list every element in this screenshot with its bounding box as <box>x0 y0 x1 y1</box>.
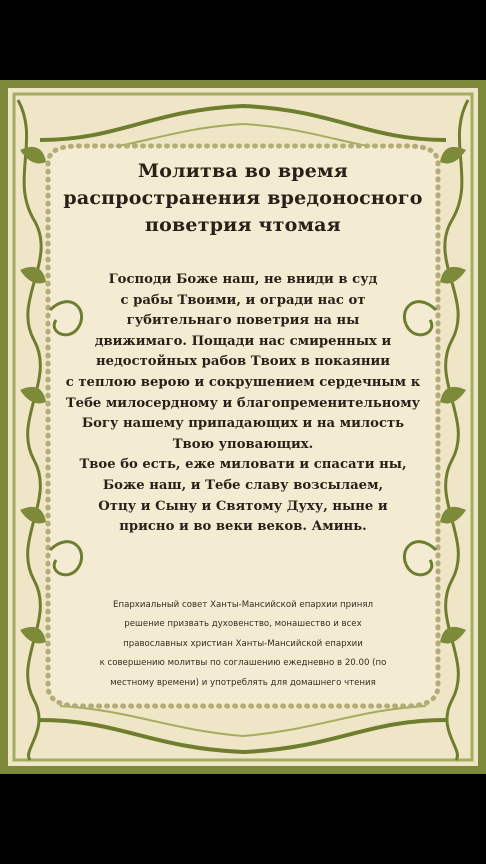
note-line: к совершению молитвы по соглашению ежедневно в 20.00 (по <box>99 658 387 669</box>
prayer-line: Боже наш, и Тебе славу возсылаем, <box>102 477 384 493</box>
diocese-note <box>34 596 452 693</box>
text-panel <box>40 80 446 774</box>
prayer-line: присно и во веки веков. Аминь. <box>119 519 367 535</box>
prayer-line: Богу нашему припадающих и на милость <box>81 416 405 432</box>
note-line: Епархиальный совет Ханты-Мансийской епархии принял <box>113 600 373 610</box>
prayer-line: с рабы Твоими, и огради нас от <box>120 292 366 308</box>
prayer-line: с теплою верою и сокрушением сердечным к <box>65 374 421 390</box>
title-line: поветрия чтомая <box>145 214 341 236</box>
prayer-line: движимаго. Пощади нас смиренных и <box>94 333 392 349</box>
title-line: распространения вредоносного <box>63 187 423 209</box>
prayer-line: Господи Боже наш, не вниди в суд <box>108 272 378 287</box>
prayer-text <box>36 270 450 538</box>
note-line: решение призвать духовенство, монашество и всех <box>124 619 362 630</box>
prayer-line: Отцу и Сыну и Святому Духу, ныне и <box>98 498 388 514</box>
prayer-line: Тебе милосердному и благопременительному <box>65 395 421 411</box>
prayer-title <box>40 158 446 239</box>
prayer-line: Твою уповающих. <box>172 436 314 452</box>
prayer-line: губительнаго поветрия на ны <box>126 313 360 329</box>
prayer-line: Твое бо есть, еже миловати и спасати ны, <box>79 457 407 473</box>
note-line: местному времени) и употреблять для домашнего чтения <box>110 677 376 688</box>
prayer-line: недостойных рабов Твоих в покаянии <box>95 354 391 370</box>
prayer-card <box>0 80 486 774</box>
note-line: православных христиан Ханты-Мансийской епархии <box>123 638 363 649</box>
title-line: Молитва во время <box>138 160 348 182</box>
